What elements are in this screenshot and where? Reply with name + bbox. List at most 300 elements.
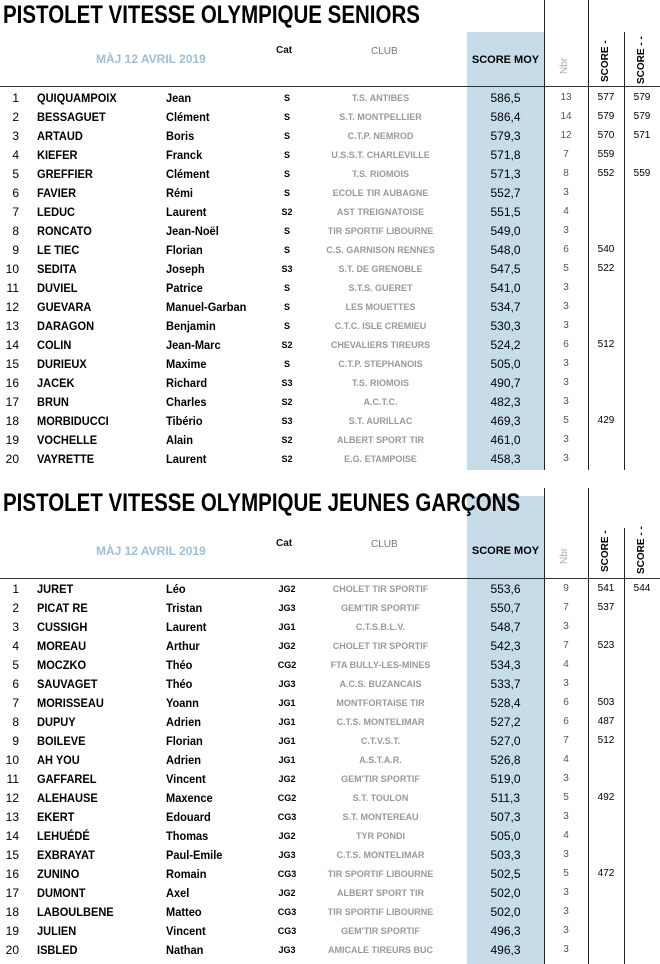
nbr-cell: 3: [563, 906, 569, 917]
rank-cell: 1: [12, 91, 19, 105]
category-cell: S: [283, 245, 290, 255]
score-moy-cell: 571,8: [490, 148, 521, 162]
category-cell: JG1: [278, 622, 296, 632]
score-moy-cell: 507,3: [490, 810, 521, 824]
club-cell: AMICALE TIREURS BUC: [328, 945, 433, 955]
score-moy-cell: 505,0: [490, 357, 521, 371]
nbr-cell: 4: [563, 754, 569, 765]
nbr-cell: 3: [563, 187, 569, 198]
header-club: CLUB: [371, 46, 398, 57]
rank-cell: 2: [12, 601, 19, 615]
score-2-cell: 579: [633, 92, 651, 103]
score-2-cell: 559: [633, 168, 651, 179]
score-moy-cell: 548,0: [490, 243, 521, 257]
last-name-cell: EKERT: [37, 810, 75, 824]
club-cell: S.T. MONTEREAU: [342, 812, 419, 822]
header-score-1: SCORE -: [600, 40, 611, 82]
first-name-cell: Axel: [166, 886, 190, 900]
nbr-cell: 3: [563, 396, 569, 407]
first-name-cell: Florian: [166, 243, 203, 257]
category-cell: S3: [281, 264, 293, 274]
score-1-cell: 537: [597, 602, 615, 613]
rank-cell: 2: [12, 110, 19, 124]
category-cell: S: [283, 112, 290, 122]
header-score-2: SCORE - -: [636, 36, 647, 84]
first-name-cell: Clément: [166, 167, 210, 181]
score-moy-cell: 541,0: [490, 281, 521, 295]
category-cell: S: [283, 226, 290, 236]
rank-cell: 14: [5, 338, 19, 352]
nbr-cell: 3: [563, 849, 569, 860]
jeunes-ranking-section: [0, 488, 660, 964]
first-name-cell: Laurent: [166, 620, 207, 634]
category-cell: CG3: [277, 926, 297, 936]
club-cell: AST TREIGNATOISE: [336, 207, 425, 217]
table-row: [0, 674, 660, 693]
score-moy-cell: 571,3: [490, 167, 521, 181]
category-cell: CG3: [277, 907, 297, 917]
rank-cell: 5: [12, 658, 19, 672]
table-row: [0, 449, 660, 468]
header-cat: Cat: [276, 538, 293, 549]
club-cell: GEM'TIR SPORTIF: [341, 926, 420, 936]
category-cell: JG2: [278, 641, 296, 651]
score-1-cell: 559: [597, 149, 615, 160]
table-row: [0, 107, 660, 126]
club-cell: ECOLE TIR AUBAGNE: [332, 188, 429, 198]
score-moy-cell: 496,3: [490, 924, 521, 938]
score-1-cell: 503: [597, 697, 615, 708]
score-2-cell: 544: [633, 583, 651, 594]
rank-cell: 13: [5, 810, 19, 824]
header-score-2: SCORE - -: [636, 526, 647, 574]
score-moy-cell: 469,3: [490, 414, 521, 428]
first-name-cell: Matteo: [166, 905, 202, 919]
table-row: [0, 202, 660, 221]
last-name-cell: GAFFAREL: [37, 772, 97, 786]
score-2-cell: 571: [633, 130, 651, 141]
nbr-cell: 8: [563, 168, 569, 179]
score-moy-cell: 579,3: [490, 129, 521, 143]
first-name-cell: Charles: [166, 395, 207, 409]
header-score-1: SCORE -: [600, 530, 611, 572]
score-moy-cell: 490,7: [490, 376, 521, 390]
score-moy-cell: 542,3: [490, 639, 521, 653]
last-name-cell: SEDITA: [37, 262, 77, 276]
table-row: [0, 731, 660, 750]
first-name-cell: Jean-Marc: [166, 338, 221, 352]
score-1-cell: 512: [597, 735, 615, 746]
first-name-cell: Laurent: [166, 205, 207, 219]
category-cell: S: [283, 169, 290, 179]
first-name-cell: Tristan: [166, 601, 203, 615]
nbr-cell: 14: [560, 111, 572, 122]
score-moy-cell: 550,7: [490, 601, 521, 615]
rank-cell: 18: [5, 905, 19, 919]
category-cell: S2: [281, 397, 293, 407]
score-moy-cell: 502,0: [490, 905, 521, 919]
table-row: [0, 164, 660, 183]
last-name-cell: DUPUY: [37, 715, 76, 729]
score-moy-cell: 524,2: [490, 338, 521, 352]
category-cell: CG3: [277, 869, 297, 879]
table-row: [0, 354, 660, 373]
table-row: [0, 826, 660, 845]
rank-cell: 3: [12, 620, 19, 634]
score-moy-cell: 551,5: [490, 205, 521, 219]
club-cell: TIR SPORTIF LIBOURNE: [327, 907, 434, 917]
nbr-cell: 3: [563, 453, 569, 464]
first-name-cell: Thomas: [166, 829, 209, 843]
category-cell: JG2: [278, 831, 296, 841]
score-2-cell: 579: [633, 111, 651, 122]
last-name-cell: MORBIDUCCI: [37, 414, 109, 428]
club-cell: C.T.P. STEPHANOIS: [338, 359, 423, 369]
last-name-cell: ARTAUD: [37, 129, 83, 143]
last-name-cell: DUVIEL: [37, 281, 78, 295]
last-name-cell: ZUNINO: [37, 867, 80, 881]
table-row: [0, 617, 660, 636]
score-moy-cell: 527,0: [490, 734, 521, 748]
score-moy-cell: 482,3: [490, 395, 521, 409]
club-cell: C.S. GARNISON RENNES: [326, 245, 435, 255]
nbr-cell: 6: [563, 716, 569, 727]
club-cell: ALBERT SPORT TIR: [337, 888, 424, 898]
score-1-cell: 522: [597, 263, 615, 274]
score-moy-cell: 552,7: [490, 186, 521, 200]
score-moy-cell: 586,5: [490, 91, 521, 105]
club-cell: ALBERT SPORT TIR: [337, 435, 424, 445]
table-row: [0, 940, 660, 959]
first-name-cell: Léo: [166, 582, 186, 596]
score-1-cell: 472: [597, 868, 615, 879]
first-name-cell: Alain: [166, 433, 193, 447]
category-cell: S3: [281, 378, 293, 388]
nbr-cell: 4: [563, 206, 569, 217]
category-cell: JG2: [278, 888, 296, 898]
club-cell: S.T. AURILLAC: [348, 416, 413, 426]
rank-cell: 17: [5, 886, 19, 900]
last-name-cell: CUSSIGH: [37, 620, 88, 634]
score-moy-cell: 549,0: [490, 224, 521, 238]
last-name-cell: LABOULBENE: [37, 905, 114, 919]
nbr-cell: 3: [563, 773, 569, 784]
nbr-cell: 3: [563, 358, 569, 369]
rank-cell: 20: [5, 452, 19, 466]
nbr-cell: 4: [563, 830, 569, 841]
first-name-cell: Adrien: [166, 753, 201, 767]
section-title: PISTOLET VITESSE OLYMPIQUE SENIORS: [3, 1, 420, 29]
category-cell: JG1: [278, 755, 296, 765]
category-cell: S: [283, 302, 290, 312]
table-row: [0, 240, 660, 259]
last-name-cell: EXBRAYAT: [37, 848, 95, 862]
nbr-cell: 12: [560, 130, 572, 141]
nbr-cell: 6: [563, 697, 569, 708]
nbr-cell: 6: [563, 339, 569, 350]
first-name-cell: Rémi: [166, 186, 193, 200]
category-cell: CG2: [277, 793, 297, 803]
first-name-cell: Tibério: [166, 414, 203, 428]
category-cell: S: [283, 131, 290, 141]
score-moy-cell: 553,6: [490, 582, 521, 596]
nbr-cell: 5: [563, 868, 569, 879]
last-name-cell: QUIQUAMPOIX: [37, 91, 117, 105]
update-date: MÀJ 12 AVRIL 2019: [96, 52, 206, 66]
table-row: [0, 126, 660, 145]
club-cell: GEM'TIR SPORTIF: [341, 774, 420, 784]
last-name-cell: JURET: [37, 582, 74, 596]
nbr-cell: 13: [560, 92, 572, 103]
last-name-cell: JULIEN: [37, 924, 77, 938]
last-name-cell: KIEFER: [37, 148, 78, 162]
first-name-cell: Boris: [166, 129, 195, 143]
rank-cell: 16: [5, 867, 19, 881]
club-cell: U.S.S.T. CHARLEVILLE: [331, 150, 430, 160]
table-row: [0, 373, 660, 392]
first-name-cell: Florian: [166, 734, 203, 748]
last-name-cell: MOCZKO: [37, 658, 87, 672]
last-name-cell: LEHUÉDÉ: [37, 829, 90, 843]
first-name-cell: Nathan: [166, 943, 204, 957]
score-moy-cell: 461,0: [490, 433, 521, 447]
first-name-cell: Paul-Emile: [166, 848, 223, 862]
first-name-cell: Jean-Noël: [166, 224, 219, 238]
table-row: [0, 145, 660, 164]
table-row: [0, 921, 660, 940]
rank-cell: 5: [12, 167, 19, 181]
score-1-cell: 540: [597, 244, 615, 255]
last-name-cell: BRUN: [37, 395, 69, 409]
score-1-cell: 541: [597, 583, 615, 594]
score-moy-cell: 458,3: [490, 452, 521, 466]
score-1-cell: 570: [597, 130, 615, 141]
category-cell: JG3: [278, 679, 296, 689]
first-name-cell: Laurent: [166, 452, 207, 466]
last-name-cell: FAVIER: [37, 186, 77, 200]
nbr-cell: 5: [563, 792, 569, 803]
header-club: CLUB: [371, 539, 398, 550]
last-name-cell: ALEHAUSE: [37, 791, 98, 805]
table-row: [0, 750, 660, 769]
category-cell: S: [283, 359, 290, 369]
table-row: [0, 864, 660, 883]
last-name-cell: COLIN: [37, 338, 72, 352]
section-title: PISTOLET VITESSE OLYMPIQUE JEUNES GARÇONS: [3, 489, 521, 517]
rank-cell: 15: [5, 357, 19, 371]
score-1-cell: 429: [597, 415, 615, 426]
score-1-cell: 487: [597, 716, 615, 727]
category-cell: S3: [281, 416, 293, 426]
nbr-cell: 7: [563, 602, 569, 613]
club-cell: LES MOUETTES: [345, 302, 416, 312]
last-name-cell: JACEK: [37, 376, 75, 390]
rank-cell: 7: [12, 696, 19, 710]
last-name-cell: ISBLED: [37, 943, 78, 957]
last-name-cell: GUEVARA: [37, 300, 92, 314]
header-separator: [0, 86, 660, 87]
rank-cell: 11: [6, 281, 19, 295]
nbr-cell: 4: [563, 659, 569, 670]
table-row: [0, 316, 660, 335]
header-cat: Cat: [276, 45, 293, 56]
rank-cell: 4: [12, 148, 19, 162]
club-cell: A.C.T.C.: [363, 397, 398, 407]
score-moy-cell: 505,0: [490, 829, 521, 843]
rank-cell: 9: [12, 243, 19, 257]
first-name-cell: Franck: [166, 148, 203, 162]
table-row: [0, 335, 660, 354]
nbr-cell: 9: [563, 583, 569, 594]
first-name-cell: Yoann: [166, 696, 199, 710]
rank-cell: 17: [5, 395, 19, 409]
header-nbr: Nbr: [559, 57, 570, 74]
rank-cell: 8: [12, 715, 19, 729]
rank-cell: 3: [12, 129, 19, 143]
category-cell: S: [283, 150, 290, 160]
club-cell: C.T.S. MONTELIMAR: [336, 717, 425, 727]
header-score-moy: SCORE MOY: [471, 545, 540, 557]
rank-cell: 10: [5, 753, 19, 767]
score-1-cell: 523: [597, 640, 615, 651]
club-cell: CHOLET TIR SPORTIF: [332, 641, 429, 651]
nbr-cell: 7: [563, 640, 569, 651]
club-cell: T.S. RIOMOIS: [351, 169, 409, 179]
nbr-cell: 3: [563, 282, 569, 293]
first-name-cell: Adrien: [166, 715, 201, 729]
category-cell: S2: [281, 340, 293, 350]
last-name-cell: BOILEVE: [37, 734, 86, 748]
seniors-ranking-section: [0, 0, 660, 470]
category-cell: S: [283, 321, 290, 331]
club-cell: S.T. TOULON: [352, 793, 409, 803]
category-cell: CG3: [277, 812, 297, 822]
table-row: [0, 259, 660, 278]
rank-cell: 11: [6, 772, 19, 786]
last-name-cell: MORISSEAU: [37, 696, 104, 710]
nbr-cell: 3: [563, 944, 569, 955]
rank-cell: 18: [5, 414, 19, 428]
score-moy-cell: 511,3: [490, 791, 521, 805]
nbr-cell: 3: [563, 301, 569, 312]
nbr-cell: 3: [563, 678, 569, 689]
first-name-cell: Patrice: [166, 281, 203, 295]
table-row: [0, 278, 660, 297]
table-row: [0, 807, 660, 826]
update-date: MÀJ 12 AVRIL 2019: [96, 544, 206, 558]
nbr-cell: 3: [563, 887, 569, 898]
rank-cell: 13: [5, 319, 19, 333]
nbr-cell: 3: [563, 925, 569, 936]
nbr-cell: 3: [563, 320, 569, 331]
category-cell: JG1: [278, 698, 296, 708]
club-cell: TIR SPORTIF LIBOURNE: [327, 869, 434, 879]
nbr-cell: 3: [563, 434, 569, 445]
table-row: [0, 655, 660, 674]
club-cell: TIR SPORTIF LIBOURNE: [327, 226, 434, 236]
table-row: [0, 788, 660, 807]
score-moy-cell: 530,3: [490, 319, 521, 333]
header-nbr: Nbr: [559, 547, 570, 564]
score-1-cell: 492: [597, 792, 615, 803]
last-name-cell: VAYRETTE: [37, 452, 95, 466]
first-name-cell: Vincent: [166, 924, 206, 938]
nbr-cell: 7: [563, 735, 569, 746]
category-cell: JG1: [278, 717, 296, 727]
category-cell: S2: [281, 207, 293, 217]
rank-cell: 10: [5, 262, 19, 276]
rank-cell: 16: [5, 376, 19, 390]
score-moy-cell: 519,0: [490, 772, 521, 786]
score-moy-cell: 534,7: [490, 300, 521, 314]
rank-cell: 12: [5, 791, 19, 805]
last-name-cell: GREFFIER: [37, 167, 93, 181]
table-row: [0, 598, 660, 617]
table-row: [0, 902, 660, 921]
category-cell: JG3: [278, 945, 296, 955]
table-row: [0, 221, 660, 240]
score-1-cell: 552: [597, 168, 615, 179]
rank-cell: 7: [12, 205, 19, 219]
last-name-cell: RONCATO: [37, 224, 92, 238]
rank-cell: 4: [12, 639, 19, 653]
last-name-cell: DARAGON: [37, 319, 95, 333]
first-name-cell: Arthur: [166, 639, 200, 653]
club-cell: TYR PONDI: [355, 831, 405, 841]
first-name-cell: Manuel-Garban: [166, 300, 247, 314]
score-1-cell: 512: [597, 339, 615, 350]
table-row: [0, 183, 660, 202]
score-moy-cell: 502,0: [490, 886, 521, 900]
club-cell: C.T.C. ISLE CREMIEU: [334, 321, 427, 331]
table-row: [0, 392, 660, 411]
table-row: [0, 712, 660, 731]
rank-cell: 19: [5, 433, 19, 447]
club-cell: C.T.P. NEMROD: [347, 131, 414, 141]
table-row: [0, 88, 660, 107]
club-cell: C.T.V.S.T.: [360, 736, 401, 746]
score-moy-cell: 526,8: [490, 753, 521, 767]
rank-cell: 6: [12, 186, 19, 200]
nbr-cell: 7: [563, 149, 569, 160]
first-name-cell: Maxime: [166, 357, 207, 371]
last-name-cell: AH YOU: [37, 753, 80, 767]
last-name-cell: DURIEUX: [37, 357, 87, 371]
last-name-cell: VOCHELLE: [37, 433, 98, 447]
score-moy-cell: 534,3: [490, 658, 521, 672]
club-cell: A.C.S. BUZANCAIS: [339, 679, 422, 689]
category-cell: CG2: [277, 660, 297, 670]
club-cell: MONTFORTAISE TIR: [336, 698, 425, 708]
table-row: [0, 636, 660, 655]
nbr-cell: 5: [563, 263, 569, 274]
category-cell: S2: [281, 454, 293, 464]
rank-cell: 15: [5, 848, 19, 862]
last-name-cell: SAUVAGET: [37, 677, 98, 691]
first-name-cell: Romain: [166, 867, 207, 881]
rank-cell: 8: [12, 224, 19, 238]
last-name-cell: LEDUC: [37, 205, 76, 219]
club-cell: CHOLET TIR SPORTIF: [332, 584, 429, 594]
last-name-cell: BESSAGUET: [37, 110, 106, 124]
score-1-cell: 579: [597, 111, 615, 122]
table-row: [0, 693, 660, 712]
category-cell: JG2: [278, 774, 296, 784]
score-moy-cell: 548,7: [490, 620, 521, 634]
first-name-cell: Edouard: [166, 810, 211, 824]
score-moy-cell: 533,7: [490, 677, 521, 691]
score-moy-cell: 503,3: [490, 848, 521, 862]
